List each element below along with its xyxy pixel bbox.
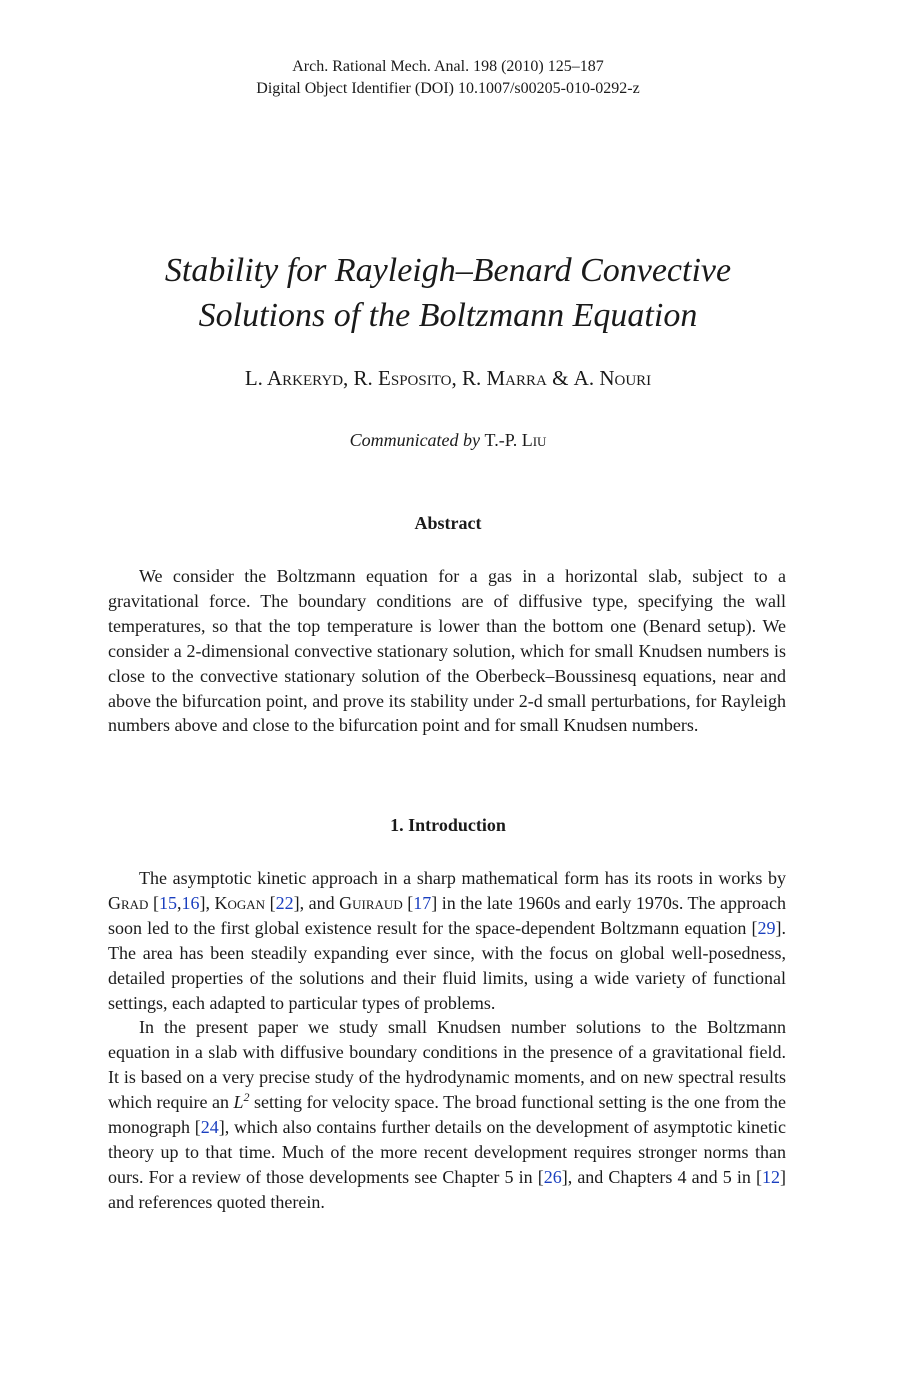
communicated-by <box>0 428 896 452</box>
author-4: A. Nouri <box>573 366 652 390</box>
text-run: . The area has been steadily expanding ever since, with the focus on global well-posedness, detailed properties of the solutions and their fluid limits, using a wide variety of functional settings, each adapted to particular types of problems. <box>108 917 786 1013</box>
author-separator: , <box>343 366 354 390</box>
text-run: and references quoted therein. <box>108 1191 325 1212</box>
text-run: in the late 1960s and early 1970s. The approach soon led to the first global existence result for the space-dependent Boltzmann equation <box>108 892 787 938</box>
math-l2-symbol <box>233 1092 249 1112</box>
author-2: R. Esposito <box>353 366 452 390</box>
author-separator: , <box>451 366 462 390</box>
paper-title <box>0 248 896 338</box>
citation-link-29[interactable]: 29 <box>757 917 776 938</box>
author-separator: & <box>546 366 574 390</box>
citation-link-22[interactable]: 22 <box>275 892 294 913</box>
title-line-1: Stability for Rayleigh–Benard Convective <box>164 252 732 289</box>
journal-citation: Arch. Rational Mech. Anal. 198 (2010) 125–187 <box>292 58 604 75</box>
author-1: L. Arkeryd <box>244 366 344 390</box>
abstract-heading: Abstract <box>414 513 482 533</box>
math-letter: L <box>233 1092 244 1113</box>
introduction-paragraph-1: The asymptotic kinetic approach in a sharp mathematical form has its roots in works by Grad [15,16], Kogan [22], and Guiraud [17] in the late 1960s and early 1970s. The approach soon led to the first global existence result for the space-dependent Boltzmann equation [29]. The area has been steadily expanding ever since, with the focus on global well-posedness, detailed properties of the solutions and their fluid limits, using a wide variety of functional settings, each adapted to particular types of problems. <box>108 868 787 1013</box>
text-run: , which also contains further details on the development of asymptotic kinetic theory up to that time. Much of the more recent development requires stronger norms than ours. For a review of those developments see Chapter 5 in <box>108 1117 787 1187</box>
text-run: In the present paper we study small Knudsen number solutions to the Boltzmann equation in a slab with diffusive boundary conditions in the presence of a gravitational field. It is based on a very precise study of the hydrodynamic moments, and on new spectral results which require an <box>108 1017 786 1113</box>
text-run: , <box>176 892 182 913</box>
abstract-body <box>108 564 786 738</box>
citation-link-17[interactable]: 17 <box>413 892 432 913</box>
math-superscript: 2 <box>243 1090 250 1105</box>
text-run: , <box>205 892 215 913</box>
citation-link-26[interactable]: 26 <box>543 1166 562 1187</box>
author-name-grad: Grad <box>108 892 149 913</box>
communicated-label: Communicated by <box>349 430 481 450</box>
citation-link-16[interactable]: 16 <box>181 892 200 913</box>
title-line-2: Solutions of the Boltzmann Equation <box>198 297 698 334</box>
text-run: , and Chapters 4 and 5 in <box>567 1166 756 1187</box>
abstract-paragraph: We consider the Boltzmann equation for a gas in a horizontal slab, subject to a gravitational force. The boundary conditions are of diffusive type, specifying the wall temperatures, so that the top temperature is lower than the bottom one (Benard setup). We consider a 2-dimensional convective stationary solution, which for small Knudsen numbers is close to the convective stationary solution of the Oberbeck–Boussinesq equations, near and above the bifurcation point, and prove its stability under 2-d small perturbations, for Rayleigh numbers above and close to the bifurcation point and for small Knudsen numbers. <box>108 566 786 736</box>
author-3: R. Marra <box>461 366 547 390</box>
text-run: The asymptotic kinetic approach in a sharp mathematical form has its roots in works by <box>139 868 786 888</box>
introduction-heading: 1. Introduction <box>390 815 506 835</box>
text-run: , and <box>299 892 340 913</box>
doi-line: Digital Object Identifier (DOI) 10.1007/s00205-010-0292-z <box>256 80 640 97</box>
author-list <box>0 364 896 392</box>
author-name-kogan: Kogan <box>214 892 266 913</box>
introduction-paragraph-2: In the present paper we study small Knudsen number solutions to the Boltzmann equation in a slab with diffusive boundary conditions in the presence of a gravitational field. It is based on a very precise study of the hydrodynamic moments, and on new spectral results which require an $L^2$ setting for velocity space. The broad functional setting is the one from the monograph [24], which also contains further details on the development of asymptotic kinetic theory up to that time. Much of the more recent development requires stronger norms than ours. For a review of those developments see Chapter 5 in [26], and Chapters 4 and 5 in [12] and references quoted therein. <box>108 1017 787 1212</box>
citation-link-12[interactable]: 12 <box>762 1166 780 1187</box>
citation-link-24[interactable]: 24 <box>200 1117 219 1138</box>
journal-header <box>0 56 896 100</box>
author-name-guiraud: Guiraud <box>339 892 403 913</box>
citation-link-15[interactable]: 15 <box>158 892 177 913</box>
text-run: setting for velocity space. The broad functional setting is the one from the monograph <box>108 1092 786 1138</box>
communicating-editor: T.-P. Liu <box>484 430 547 450</box>
introduction-body <box>108 866 786 1215</box>
